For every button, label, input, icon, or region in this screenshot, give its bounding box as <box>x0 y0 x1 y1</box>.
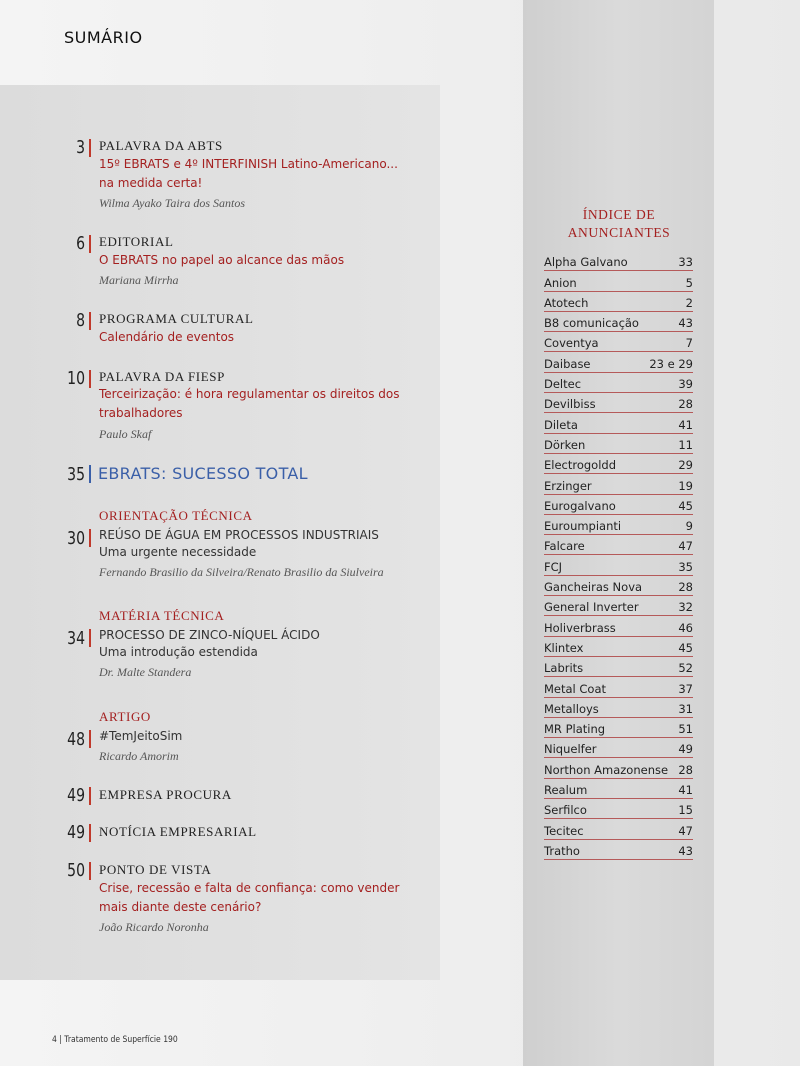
advertiser-page: 7 <box>685 336 693 351</box>
advertiser-row[interactable] <box>544 495 693 515</box>
advertiser-row[interactable] <box>544 373 693 393</box>
separator-bar <box>89 629 91 647</box>
separator-bar <box>89 529 91 547</box>
separator-bar <box>89 235 91 253</box>
article-headline: Crise, recessão e falta de confiança: como vender <box>99 881 400 895</box>
advertiser-page: 28 <box>678 397 693 412</box>
page-number: 10 <box>67 368 85 389</box>
advertiser-page: 2 <box>685 295 693 310</box>
advertiser-page: 37 <box>678 681 693 696</box>
section-kicker: PALAVRA DA FIESP <box>99 369 225 384</box>
advertiser-row[interactable] <box>544 251 693 271</box>
advertiser-row[interactable] <box>544 413 693 433</box>
advertiser-row[interactable] <box>544 637 693 657</box>
page-footer: 4 | Tratamento de Superfície 190 <box>52 1035 178 1045</box>
separator-bar <box>89 824 91 842</box>
advertiser-row[interactable] <box>544 738 693 758</box>
advertiser-page: 33 <box>678 255 693 270</box>
article-author: Fernando Brasilio da Silveira/Renato Brasilio da Siulveira <box>99 565 384 579</box>
advertiser-page: 11 <box>678 437 693 452</box>
advertiser-name: General Inverter <box>544 600 639 615</box>
advertiser-page: 41 <box>678 417 693 432</box>
advertiser-name: Northon Amazonense <box>544 762 669 777</box>
advertiser-row[interactable] <box>544 657 693 677</box>
advertiser-page: 31 <box>678 701 693 716</box>
article-author: Mariana Mirrha <box>99 273 179 287</box>
advertiser-name: Euroumpianti <box>544 519 622 534</box>
article-headline: PROCESSO DE ZINCO-NÍQUEL ÁCIDO <box>99 628 320 642</box>
article-author: Paulo Skaf <box>99 427 152 441</box>
advertiser-name: FCJ <box>544 559 563 574</box>
advertiser-name: Eurogalvano <box>544 498 616 513</box>
advertiser-name: Gancheiras Nova <box>544 580 643 595</box>
article-author: João Ricardo Noronha <box>99 920 209 934</box>
separator-bar <box>89 787 91 805</box>
advertiser-row[interactable] <box>544 840 693 860</box>
advertiser-page: 19 <box>678 478 693 493</box>
advertiser-index-title <box>545 206 693 242</box>
advertiser-name: Dileta <box>544 417 578 432</box>
advertiser-page: 47 <box>678 823 693 838</box>
advertiser-name: Atotech <box>544 295 589 310</box>
advertiser-row[interactable] <box>544 312 693 332</box>
advertiser-page: 43 <box>678 316 693 331</box>
advertiser-name: MR Plating <box>544 722 606 737</box>
advertiser-page: 5 <box>685 275 693 290</box>
advertiser-page: 47 <box>678 539 693 554</box>
section-kicker: PALAVRA DA ABTS <box>99 138 223 153</box>
advertiser-row[interactable] <box>544 535 693 555</box>
advertiser-row[interactable] <box>544 434 693 454</box>
article-headline: REÚSO DE ÁGUA EM PROCESSOS INDUSTRIAIS <box>99 528 379 542</box>
page-number: 49 <box>67 822 85 843</box>
article-author: Wilma Ayako Taira dos Santos <box>99 196 246 210</box>
advertiser-name: Tratho <box>544 843 580 858</box>
advertiser-name: Electrogoldd <box>544 458 617 473</box>
section-kicker: ORIENTAÇÃO TÉCNICA <box>99 508 253 523</box>
advertiser-row[interactable] <box>544 292 693 312</box>
advertiser-row[interactable] <box>544 596 693 616</box>
advertiser-name: B8 comunicação <box>544 316 639 331</box>
advertiser-page: 23 e 29 <box>649 356 693 371</box>
advertiser-name: Serfilco <box>544 803 587 818</box>
section-kicker: MATÉRIA TÉCNICA <box>99 608 225 623</box>
separator-bar <box>89 370 91 388</box>
advertiser-page: 28 <box>678 580 693 595</box>
advertiser-name: Devilbiss <box>544 397 596 412</box>
advertiser-page: 45 <box>678 498 693 513</box>
advertiser-name: Erzinger <box>544 478 592 493</box>
advertiser-page: 45 <box>678 640 693 655</box>
article-headline: mais diante deste cenário? <box>99 900 262 914</box>
advertiser-name: Realum <box>544 783 588 798</box>
advertiser-row[interactable] <box>544 474 693 494</box>
advertiser-name: Falcare <box>544 539 585 554</box>
advertiser-row[interactable] <box>544 393 693 413</box>
separator-bar <box>89 139 91 157</box>
advertiser-row[interactable] <box>544 454 693 474</box>
page-number: 3 <box>76 137 85 158</box>
advertiser-page: 46 <box>678 620 693 635</box>
advertiser-name: Niquelfer <box>544 742 597 757</box>
advertiser-page: 29 <box>678 458 693 473</box>
advertiser-name: Metalloys <box>544 701 599 716</box>
section-kicker: EMPRESA PROCURA <box>99 787 232 802</box>
article-subhead: Uma urgente necessidade <box>99 545 257 559</box>
page-number: 48 <box>67 729 85 750</box>
article-author: Ricardo Amorim <box>99 749 179 763</box>
advertiser-page: 35 <box>678 559 693 574</box>
advertiser-row[interactable] <box>544 677 693 697</box>
advertiser-page: 41 <box>678 783 693 798</box>
separator-bar <box>89 465 91 483</box>
page-number: 8 <box>76 310 85 331</box>
advertiser-name: Tecitec <box>544 823 584 838</box>
article-headline: na medida certa! <box>99 176 203 190</box>
page-number: 49 <box>67 785 85 806</box>
advertiser-name: Deltec <box>544 377 582 392</box>
advertiser-row[interactable] <box>544 555 693 575</box>
page-number: 6 <box>76 233 85 254</box>
page-number: 50 <box>67 860 85 881</box>
advertiser-name: Anion <box>544 275 577 290</box>
advertiser-page: 43 <box>678 843 693 858</box>
article-headline: Terceirização: é hora regulamentar os direitos dos <box>99 387 400 401</box>
advertiser-row[interactable] <box>544 576 693 596</box>
advertiser-row[interactable] <box>544 332 693 352</box>
index-title-line: ANUNCIANTES <box>567 225 671 240</box>
advertiser-page: 15 <box>678 803 693 818</box>
article-author: Dr. Malte Standera <box>99 665 192 679</box>
page-number: 35 <box>67 464 85 485</box>
advertiser-page: 39 <box>678 377 693 392</box>
advertiser-name: Alpha Galvano <box>544 255 628 270</box>
advertiser-row[interactable] <box>544 758 693 778</box>
page-title: SUMÁRIO <box>64 28 143 47</box>
separator-bar <box>89 862 91 880</box>
article-headline: trabalhadores <box>99 406 183 420</box>
advertiser-page: 51 <box>678 722 693 737</box>
advertiser-name: Klintex <box>544 640 584 655</box>
advertiser-row[interactable] <box>544 799 693 819</box>
article-headline: Calendário de eventos <box>99 330 235 344</box>
advertiser-row[interactable] <box>544 515 693 535</box>
section-kicker: NOTÍCIA EMPRESARIAL <box>99 824 257 839</box>
advertiser-row[interactable] <box>544 271 693 291</box>
separator-bar <box>89 312 91 330</box>
index-title-line: ÍNDICE DE <box>582 207 656 222</box>
page-number: 30 <box>67 528 85 549</box>
feature-title: EBRATS: SUCESSO TOTAL <box>98 464 308 483</box>
advertiser-row[interactable] <box>544 698 693 718</box>
advertiser-row[interactable] <box>544 616 693 636</box>
advertiser-page: 9 <box>685 519 693 534</box>
advertiser-name: Labrits <box>544 661 584 676</box>
advertiser-page: 49 <box>678 742 693 757</box>
page-number: 34 <box>67 628 85 649</box>
section-kicker: ARTIGO <box>99 709 151 724</box>
article-headline: O EBRATS no papel ao alcance das mãos <box>99 253 345 267</box>
advertiser-row[interactable] <box>544 819 693 839</box>
section-kicker: PONTO DE VISTA <box>99 862 212 877</box>
article-headline: 15º EBRATS e 4º INTERFINISH Latino-Americano... <box>99 157 398 171</box>
section-kicker: EDITORIAL <box>99 234 174 249</box>
advertiser-name: Metal Coat <box>544 681 607 696</box>
advertiser-name: Daibase <box>544 356 591 371</box>
article-subhead: Uma introdução estendida <box>99 645 258 659</box>
advertiser-name: Dörken <box>544 437 586 452</box>
advertiser-name: Holiverbrass <box>544 620 616 635</box>
separator-bar <box>89 730 91 748</box>
advertiser-row[interactable] <box>544 718 693 738</box>
advertiser-page: 28 <box>678 762 693 777</box>
advertiser-name: Coventya <box>544 336 599 351</box>
section-kicker: PROGRAMA CULTURAL <box>99 311 254 326</box>
advertiser-page: 32 <box>678 600 693 615</box>
advertiser-page: 52 <box>678 661 693 676</box>
advertiser-row[interactable] <box>544 352 693 372</box>
advertiser-list <box>544 251 693 860</box>
article-headline: #TemJeitoSim <box>99 729 183 743</box>
advertiser-row[interactable] <box>544 779 693 799</box>
